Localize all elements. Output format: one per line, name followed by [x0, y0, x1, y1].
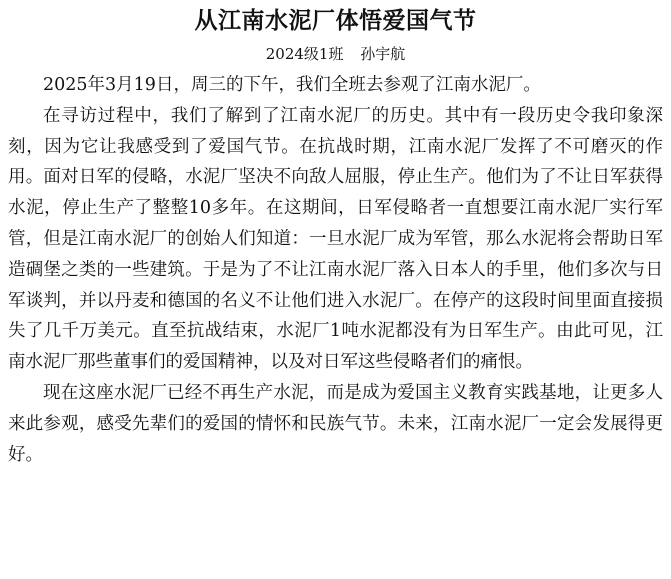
paragraph-1: 2025年3月19日，周三的下午，我们全班去参观了江南水泥厂。	[43, 75, 541, 95]
byline	[8, 42, 663, 66]
author-name: 孙宇航	[360, 45, 406, 63]
class-name: 2024级1班	[265, 45, 344, 63]
document-title: 从江南水泥厂体悟爱国气节	[194, 8, 477, 34]
paragraph-2: 在寻访过程中，我们了解到了江南水泥厂的历史。其中有一段历史令我印象深刻，因为它让我感受到了爱国气节。在抗战时期，江南水泥厂发挥了不可磨灭的作用。面对日军的侵略，水泥厂坚决不向敌人屈服，停止生产。他们为了不让日军获得水泥，停止生产了整整10多年。在这期间，日军侵略者一直想要江南水泥厂实行军管，但是江南水泥厂的创始人们知道：一旦水泥厂成为军管，那么水泥将会帮助日军造碉堡之类的一些建筑。于是为了不让江南水泥厂落入日本人的手里，他们多次与日军谈判，并以丹麦和德国的名义不让他们进入水泥厂。在停产的这段时间里面直接损失了几千万美元。直至抗战结束，水泥厂1吨水泥都没有为日军生产。由此可见，江南水泥厂那些董事们的爱国精神，以及对日军这些侵略者们的痛恨。	[8, 105, 663, 373]
paragraph-3: 现在这座水泥厂已经不再生产水泥，而是成为爱国主义教育实践基地，让更多人来此参观，感受先辈们的爱国的情怀和民族气节。未来，江南水泥厂一定会发展得更好。	[8, 382, 663, 465]
